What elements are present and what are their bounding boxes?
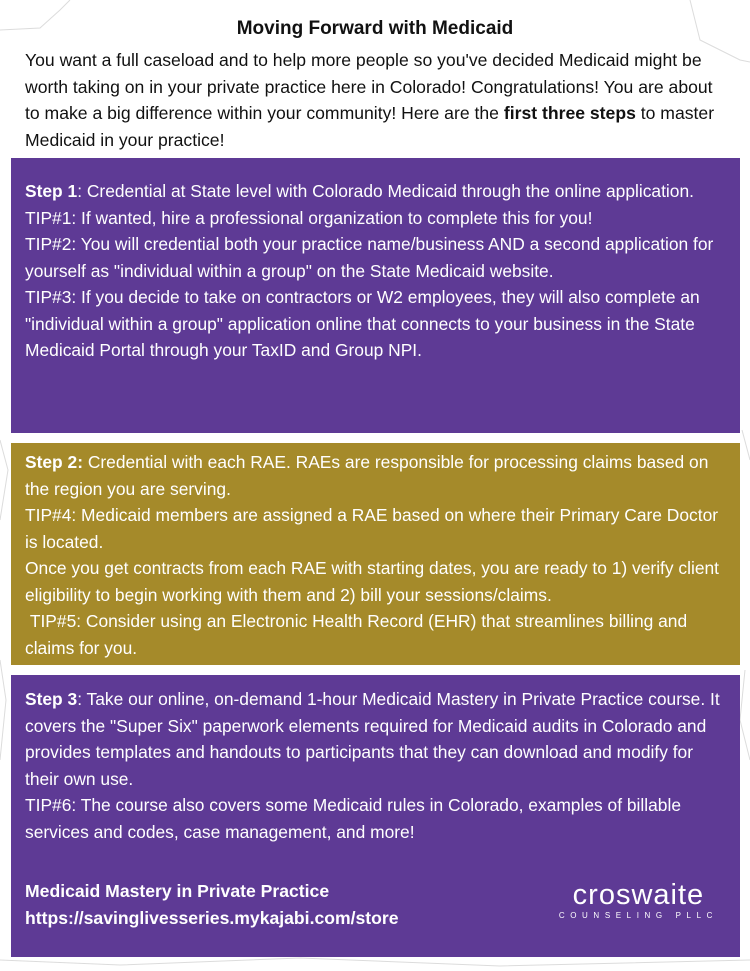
tip5: TIP#5: Consider using an Electronic Health Record (EHR) that streamlines billing and claims for you. bbox=[25, 611, 692, 658]
intro-bold-text: first three steps bbox=[503, 103, 636, 123]
tip6: TIP#6: The course also covers some Medicaid rules in Colorado, examples of billable services and codes, case management, and more! bbox=[25, 795, 682, 842]
intro-text-start: You want a full caseload and to help more people so you've decided Medicaid might be worth taking on in your private practice here in Colorado! Congratulations! You are about to make a big difference within your community! Here are the bbox=[25, 50, 713, 123]
step2-text: Credential with each RAE. RAEs are responsible for processing claims based on the region you are serving. bbox=[25, 452, 709, 499]
logo-wordmark: croswaite bbox=[572, 879, 705, 911]
step2-heading bbox=[25, 449, 728, 502]
step2-contracts-text: Once you get contracts from each RAE with starting dates, you are ready to 1) verify client eligibility to begin working with them and 2) bill your sessions/claims. bbox=[25, 558, 720, 605]
intro-text-end: to master Medicaid in your practice! bbox=[25, 103, 715, 150]
tip2: TIP#2: You will credential both your practice name/business AND a second application for yourself as "individual within a group" on the State Medicaid website. bbox=[25, 234, 714, 281]
step3-box bbox=[11, 675, 740, 957]
tip1: TIP#1: If wanted, hire a professional organization to complete this for you! bbox=[25, 207, 593, 228]
course-name: Medicaid Mastery in Private Practice bbox=[25, 881, 330, 901]
logo-subtitle: COUNSELING PLLC bbox=[558, 911, 718, 920]
step3-heading bbox=[25, 686, 728, 792]
step2-box bbox=[11, 443, 740, 665]
page-title: Moving Forward with Medicaid bbox=[236, 18, 514, 39]
course-url-link[interactable]: https://savinglivesseries.mykajabi.com/store bbox=[25, 907, 399, 928]
step1-box bbox=[11, 158, 740, 433]
step1-heading bbox=[25, 178, 728, 205]
step3-label: Step 3 bbox=[25, 689, 78, 709]
step1-text: : Credential at State level with Colorado Medicaid through the online application. bbox=[77, 181, 694, 201]
tip4: TIP#4: Medicaid members are assigned a RAE based on where their Primary Care Doctor is located. bbox=[25, 505, 719, 552]
tip3: TIP#3: If you decide to take on contractors or W2 employees, they will also complete an "individual within a group" application online that connects to your business in the State Medicaid Portal through your TaxID and Group NPI. bbox=[25, 287, 700, 360]
step2-label: Step 2: bbox=[25, 452, 83, 472]
intro-paragraph bbox=[25, 47, 725, 153]
croswaite-logo bbox=[559, 880, 718, 921]
step3-text: : Take our online, on-demand 1-hour Medicaid Mastery in Private Practice course. It covers the "Super Six" paperwork elements required for Medicaid audits in Colorado and provides templates and handouts to participants that they can download and modify for their own use. bbox=[25, 689, 720, 789]
step1-label: Step 1 bbox=[25, 181, 78, 201]
course-footer bbox=[25, 878, 399, 931]
